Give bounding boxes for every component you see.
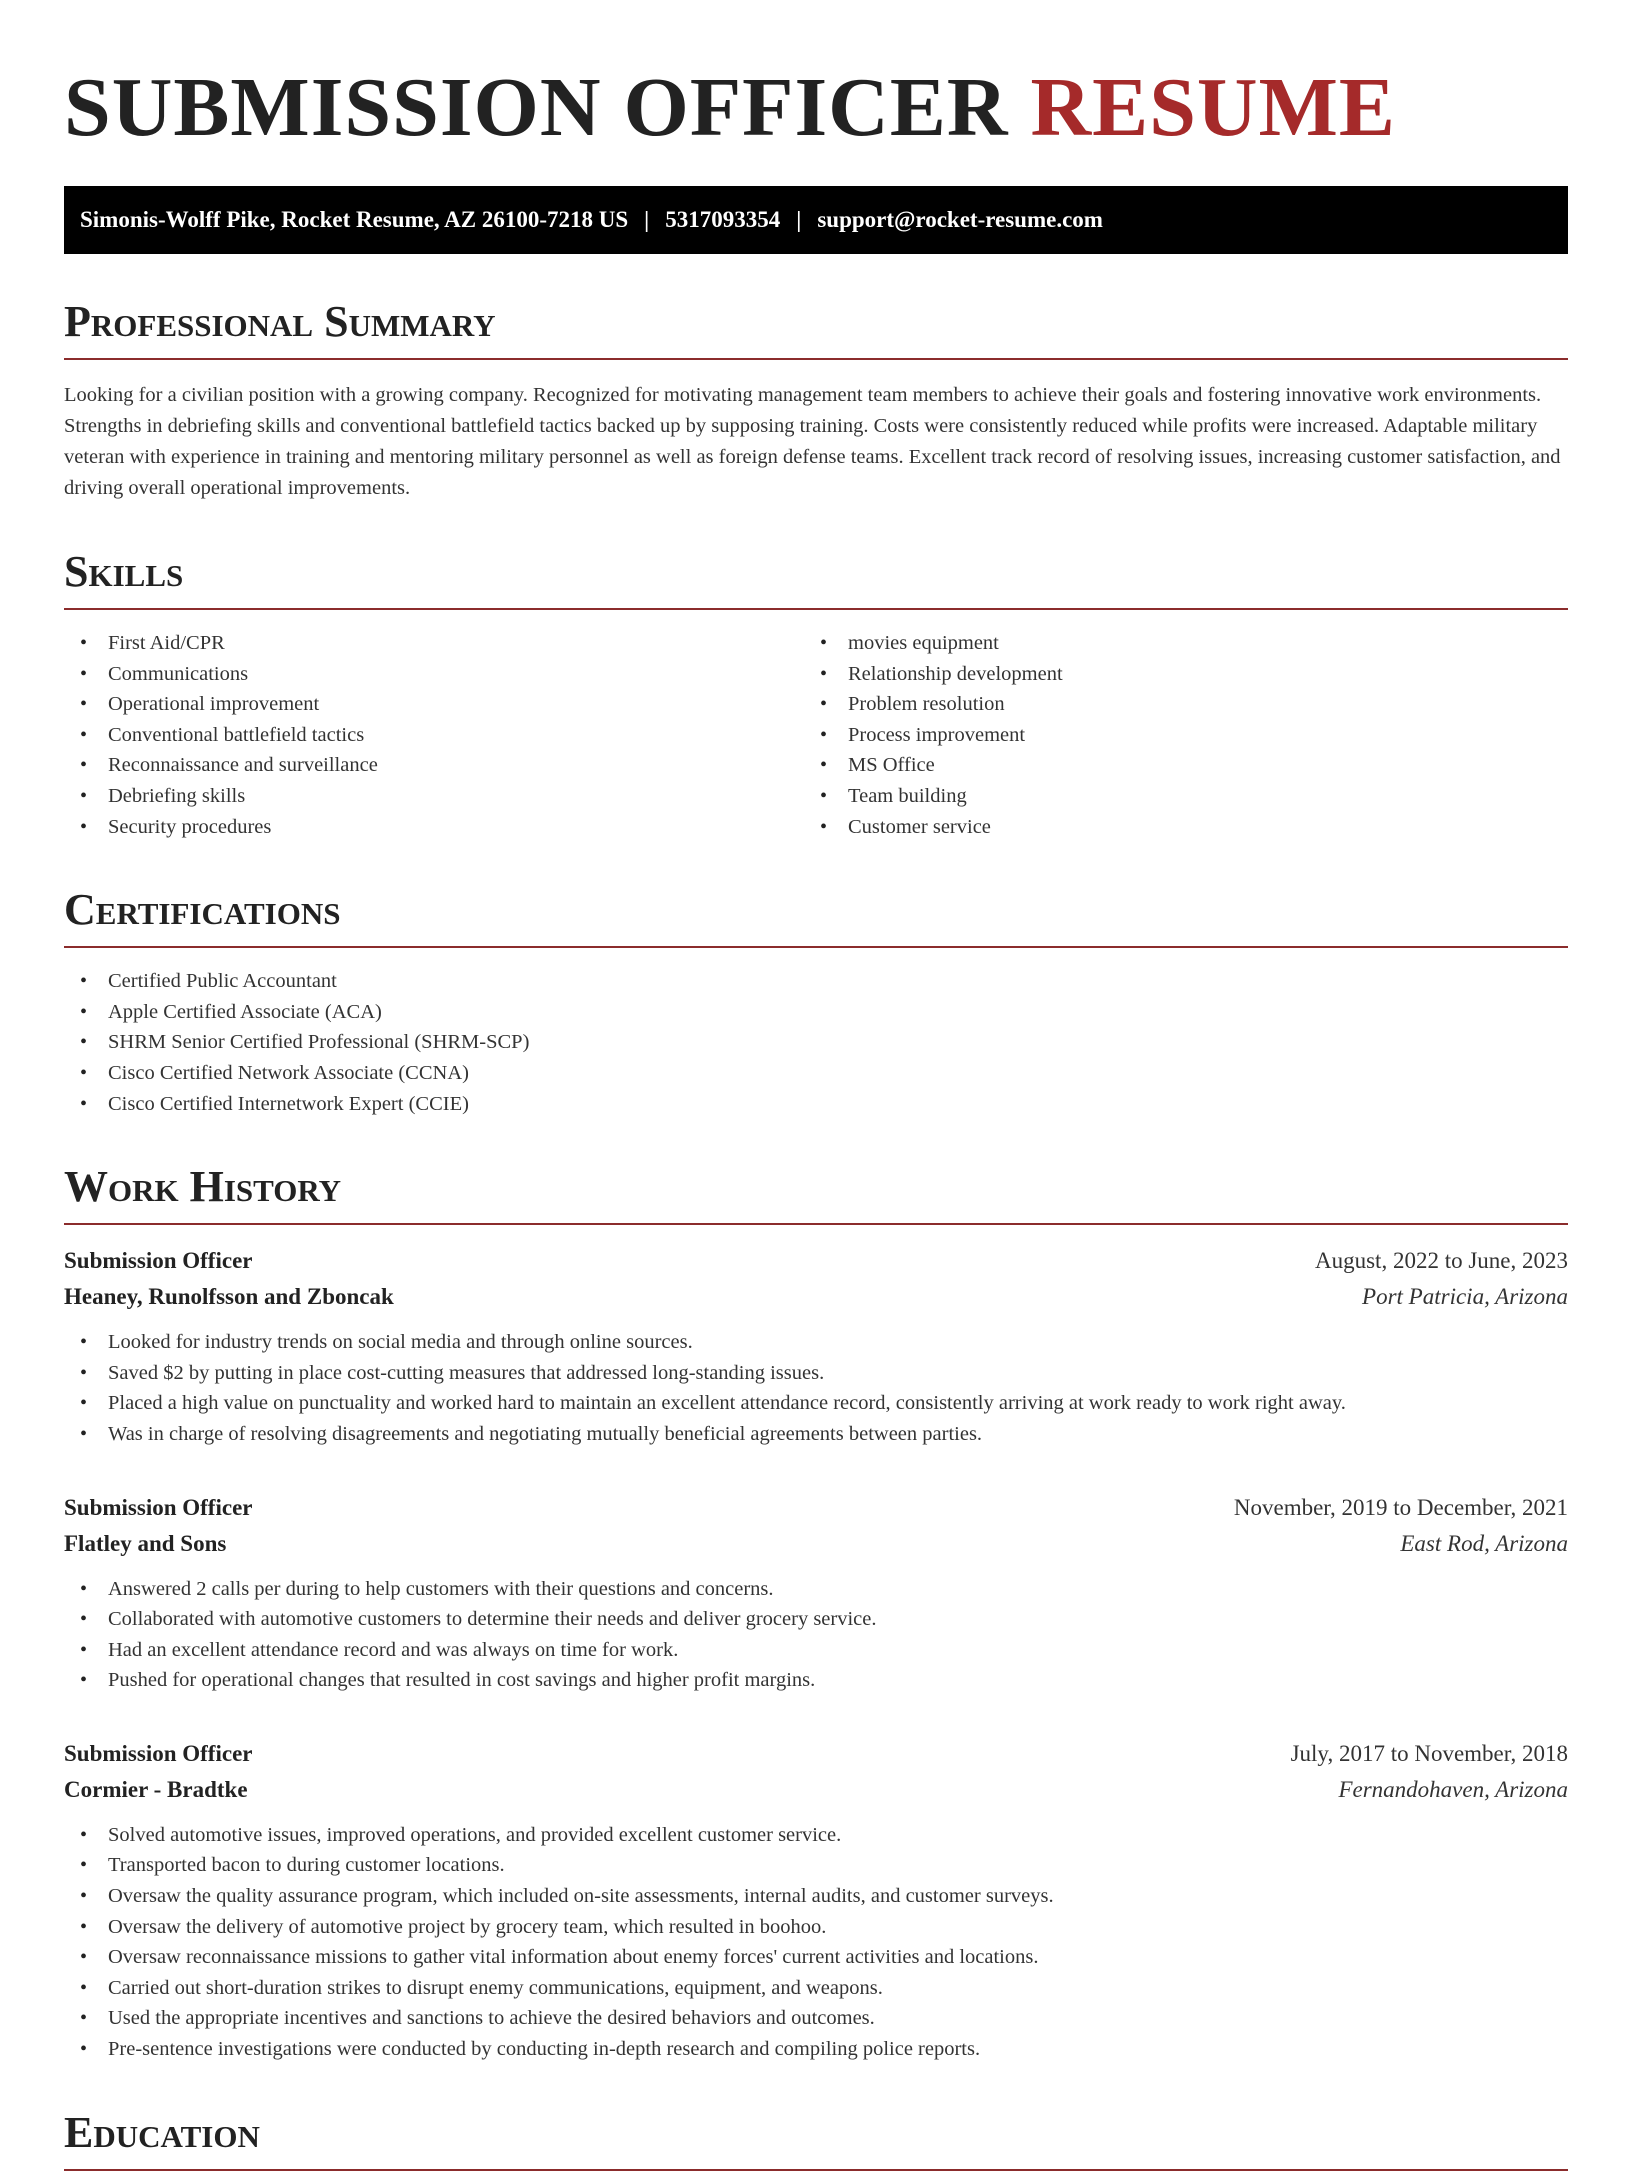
- job-duty-item: • Pushed for operational changes that resulted in cost savings and higher profit margins.: [64, 1665, 1568, 1696]
- job-company: Heaney, Runolfsson and Zboncak: [64, 1284, 394, 1310]
- skill-item: • Debriefing skills: [64, 781, 804, 812]
- job-location: Fernandohaven, Arizona: [1338, 1776, 1568, 1802]
- job-entry: [64, 1490, 1568, 1696]
- job-duty-item: • Solved automotive issues, improved operations, and provided excellent customer service.: [64, 1820, 1568, 1851]
- job-duty-item: • Had an excellent attendance record and was always on time for work.: [64, 1635, 1568, 1666]
- skills-list-left: [64, 628, 804, 842]
- summary-heading: Professional Summary: [64, 300, 1568, 360]
- job-entry: [64, 1243, 1568, 1449]
- job-company-row: [64, 1526, 1568, 1562]
- certification-item: • Apple Certified Associate (ACA): [64, 997, 1568, 1028]
- skill-item: • First Aid/CPR: [64, 628, 804, 659]
- skill-item: • Process improvement: [804, 720, 1544, 751]
- job-dates: August, 2022 to June, 2023: [1315, 1248, 1568, 1274]
- skill-item: • Communications: [64, 659, 804, 690]
- job-title: Submission Officer: [64, 1494, 253, 1520]
- job-duties-list: [64, 1327, 1568, 1449]
- certifications-heading: Certifications: [64, 888, 1568, 948]
- job-duty-item: • Was in charge of resolving disagreements and negotiating mutually beneficial agreements between parties.: [64, 1419, 1568, 1450]
- job-header-row: [64, 1490, 1568, 1526]
- job-duties-list: [64, 1574, 1568, 1696]
- skill-item: • Reconnaissance and surveillance: [64, 750, 804, 781]
- job-company-row: [64, 1772, 1568, 1808]
- job-dates: July, 2017 to November, 2018: [1290, 1740, 1568, 1766]
- job-header-row: [64, 1243, 1568, 1279]
- skill-item: • Problem resolution: [804, 689, 1544, 720]
- job-company-row: [64, 1279, 1568, 1315]
- contact-bar: [64, 186, 1568, 254]
- contact-email[interactable]: support@rocket-resume.com: [817, 207, 1103, 232]
- education-section: [64, 2107, 1568, 2171]
- certification-item: • Certified Public Accountant: [64, 966, 1568, 997]
- job-duty-item: • Pre-sentence investigations were conducted by conducting in-depth research and compiling police reports.: [64, 2034, 1568, 2065]
- job-title: Submission Officer: [64, 1248, 253, 1274]
- job-duty-item: • Oversaw the quality assurance program, which included on-site assessments, internal audits, and customer surveys.: [64, 1881, 1568, 1912]
- job-location: East Rod, Arizona: [1400, 1530, 1568, 1556]
- skill-item: • movies equipment: [804, 628, 1544, 659]
- skills-heading: Skills: [64, 550, 1568, 610]
- contact-address: Simonis-Wolff Pike, Rocket Resume, AZ 26100-7218 US: [80, 207, 629, 232]
- summary-text: Looking for a civilian position with a growing company. Recognized for motivating management team members to achieve their goals and fostering innovative work environments. Strengths in debriefing skills and conventional battlefield tactics backed up by supposing training. Costs were consistently reduced while profits were increased. Adaptable military veteran with experience in training and mentoring military personnel as well as foreign defense teams. Excellent track record of resolving issues, increasing customer satisfaction, and driving overall operational improvements.: [64, 384, 1561, 499]
- job-location: Port Patricia, Arizona: [1362, 1284, 1568, 1310]
- work-history-heading: Work History: [64, 1165, 1568, 1225]
- job-duty-item: • Saved $2 by putting in place cost-cutting measures that addressed long-standing issues.: [64, 1358, 1568, 1389]
- job-company: Flatley and Sons: [64, 1530, 227, 1556]
- job-entry: [64, 1736, 1568, 2065]
- job-duty-item: • Collaborated with automotive customers to determine their needs and deliver grocery service.: [64, 1604, 1568, 1635]
- skill-item: • Security procedures: [64, 812, 804, 843]
- certification-item: • Cisco Certified Internetwork Expert (CCIE): [64, 1089, 1568, 1120]
- title-main: SUBMISSION OFFICER: [64, 61, 1031, 154]
- job-duty-item: • Placed a high value on punctuality and worked hard to maintain an excellent attendance record, consistently arriving at work ready to work right away.: [64, 1388, 1568, 1419]
- skill-item: • Conventional battlefield tactics: [64, 720, 804, 751]
- skill-item: • Operational improvement: [64, 689, 804, 720]
- skills-list-right: [804, 628, 1544, 842]
- work-history-section: [64, 1162, 1568, 2065]
- contact-phone[interactable]: 5317093354: [665, 207, 781, 232]
- skill-item: • Customer service: [804, 812, 1544, 843]
- contact-separator: |: [644, 207, 650, 232]
- job-duty-item: • Oversaw the delivery of automotive project by grocery team, which resulted in boohoo.: [64, 1912, 1568, 1943]
- certifications-list: [64, 966, 1568, 1119]
- certifications-section: [64, 885, 1568, 1119]
- skills-grid: [64, 610, 1568, 842]
- job-duties-list: [64, 1820, 1568, 2065]
- certification-item: • Cisco Certified Network Associate (CCNA): [64, 1058, 1568, 1089]
- skill-item: • Relationship development: [804, 659, 1544, 690]
- job-duty-item: • Used the appropriate incentives and sanctions to achieve the desired behaviors and outcomes.: [64, 2003, 1568, 2034]
- job-company: Cormier - Bradtke: [64, 1776, 248, 1802]
- education-heading: Education: [64, 2111, 1568, 2171]
- resume-title: [64, 61, 1568, 154]
- summary-section: [64, 297, 1568, 504]
- job-duty-item: • Looked for industry trends on social media and through online sources.: [64, 1327, 1568, 1358]
- job-header-row: [64, 1736, 1568, 1772]
- skill-item: • MS Office: [804, 750, 1544, 781]
- skill-item: • Team building: [804, 781, 1544, 812]
- job-dates: November, 2019 to December, 2021: [1233, 1494, 1568, 1520]
- skills-section: [64, 547, 1568, 842]
- certification-item: • SHRM Senior Certified Professional (SHRM-SCP): [64, 1027, 1568, 1058]
- job-title: Submission Officer: [64, 1740, 253, 1766]
- job-duty-item: • Answered 2 calls per during to help customers with their questions and concerns.: [64, 1574, 1568, 1605]
- job-duty-item: • Transported bacon to during customer locations.: [64, 1850, 1568, 1881]
- job-duty-item: • Oversaw reconnaissance missions to gather vital information about enemy forces' current activities and locations.: [64, 1942, 1568, 1973]
- title-accent: RESUME: [1030, 61, 1396, 154]
- job-duty-item: • Carried out short-duration strikes to disrupt enemy communications, equipment, and weapons.: [64, 1973, 1568, 2004]
- contact-separator: |: [796, 207, 802, 232]
